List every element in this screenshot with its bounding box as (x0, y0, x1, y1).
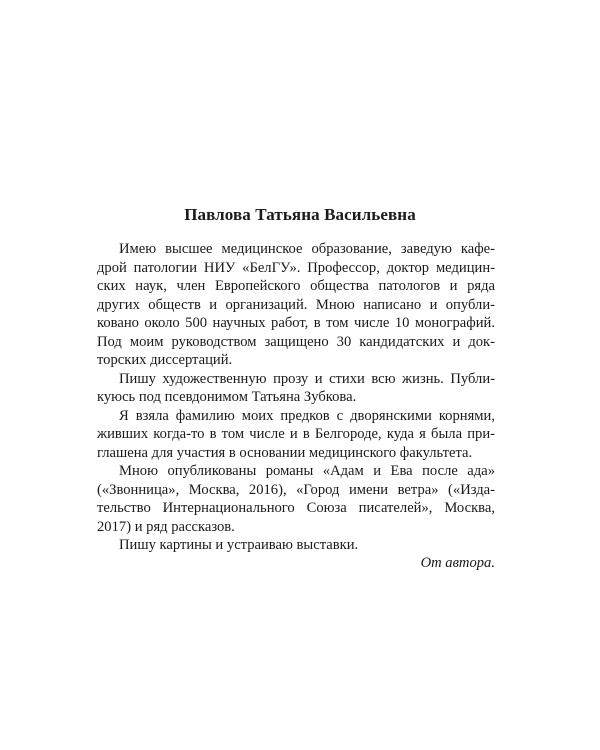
paragraph-4-line-1: Мною опубликованы романы «Адам и Ева после ада» (119, 463, 495, 479)
paragraph-1-line-7: торских диссертаций. (97, 352, 233, 368)
paragraph-5-line-1: Пишу картины и устраиваю выставки. (119, 537, 359, 553)
paragraph-1-line-6: Под моим руководством защищено 30 кандидатских и док- (97, 333, 495, 350)
paragraph-4-line-3: тельство Интернационального Союза писателей», Москва, (97, 500, 495, 516)
paragraph-4-line-2: («Звонница», Москва, 2016), «Город имени ветра» («Изда- (97, 481, 495, 498)
paragraph-1-line-5: ковано около 500 научных работ, в том числе 10 монографий. (97, 315, 495, 331)
paragraph-1-line-2: дрой патологии НИУ «БелГУ». Профессор, доктор медицин- (97, 259, 495, 276)
author-name-heading: Павлова Татьяна Васильевна (184, 205, 416, 224)
biography-text (97, 240, 495, 555)
paragraph-4-line-4: 2017) и ряд рассказов. (97, 518, 235, 535)
paragraph-2-line-2: куюсь под псевдонимом Татьяна Зубкова. (97, 389, 357, 405)
paragraph-1-line-4: других обществ и организаций. Мною написано и опубли- (97, 296, 495, 313)
paragraph-3-line-3: глашена для участия в основании медицинского факультета. (97, 444, 473, 461)
paragraph-3-line-1: Я взяла фамилию моих предков с дворянскими корнями, (119, 407, 495, 424)
paragraph-1-line-3: ских наук, член Европейского общества патологов и ряда (97, 278, 495, 294)
paragraph-2-line-1: Пишу художественную прозу и стихи всю жизнь. Публи- (119, 370, 495, 387)
author-signature: От автора. (420, 555, 495, 571)
paragraph-1-line-1: Имею высшее медицинское образование, заведую кафе- (119, 241, 495, 257)
paragraph-3-line-2: живших когда-то в том числе и в Белгороде, куда я была при- (97, 426, 495, 442)
